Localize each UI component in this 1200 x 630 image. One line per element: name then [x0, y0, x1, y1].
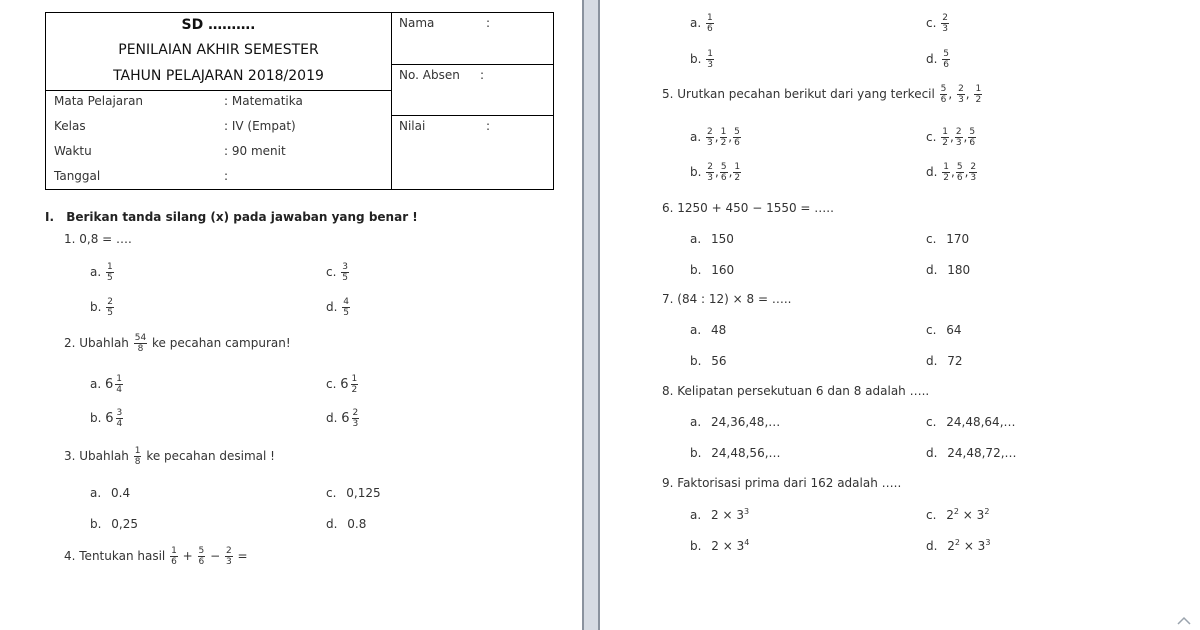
option[interactable]: a. 150 [690, 232, 734, 246]
option[interactable]: c. 170 [926, 232, 970, 246]
option[interactable]: a. $\frac{1}{5}$ [90, 262, 113, 283]
header-line [46, 90, 391, 91]
fraction: $\frac{2}{5}$ [107, 297, 113, 318]
option[interactable]: c. 6 $\frac{1}{2}$ [326, 374, 358, 395]
question-5: 5. Urutkan pecahan berikut dari yang terkecil $\frac{5}{6}$ , $\frac{2}{3}$ , $\frac{1}{2}$ [662, 84, 982, 105]
fraction: $\frac{54}{8}$ [134, 333, 147, 354]
fraction: $\frac{2}{3}$ [942, 13, 948, 34]
option[interactable]: b. 160 [690, 263, 735, 277]
mixed-number: 6 $\frac{3}{4}$ [105, 408, 123, 429]
exam-title: PENILAIAN AKHIR SEMESTER [118, 42, 319, 58]
fraction: $\frac{3}{5}$ [342, 262, 348, 283]
document-page-left [0, 0, 582, 630]
mixed-number: 6 $\frac{1}{2}$ [340, 374, 358, 395]
fraction: $\frac{2}{3}$ [225, 546, 232, 567]
fraction: $\frac{4}{5}$ [343, 297, 349, 318]
option[interactable]: a. 48 [690, 323, 727, 337]
option[interactable]: a. $\frac{1}{6}$ [690, 13, 713, 34]
page-divider [582, 0, 600, 630]
info-label: Mata Pelajaran [54, 94, 144, 108]
option[interactable]: d. 72 [926, 354, 963, 368]
header-vertical-line [391, 13, 392, 189]
question-4: 4. Tentukan hasil $\frac{1}{6}$ + $\frac{5}{6}$ − $\frac{2}{3}$ = [64, 546, 248, 567]
option[interactable]: d. $\frac{5}{6}$ [926, 49, 949, 70]
page-curl-arrow-icon[interactable] [1176, 616, 1192, 626]
fraction: $\frac{5}{6}$ [198, 546, 205, 567]
option[interactable]: c. 64 [926, 323, 962, 337]
question-1: 1. 0,8 = …. [64, 232, 132, 246]
fraction: $\frac{1}{6}$ [707, 13, 713, 34]
question-8: 8. Kelipatan persekutuan 6 dan 8 adalah ….. [662, 384, 930, 398]
option[interactable]: b. 24,48,56,… [690, 446, 781, 460]
fraction: $\frac{5}{6}$ [943, 49, 949, 70]
fraction: $\frac{1}{3}$ [707, 49, 713, 70]
info-label: Tanggal [54, 169, 101, 183]
section-title: Berikan tanda silang (x) pada jawaban yang benar ! [66, 210, 418, 224]
fraction: $\frac{1}{8}$ [134, 446, 141, 467]
info-value: : [224, 169, 229, 183]
option[interactable]: d. 24,48,72,… [926, 446, 1017, 460]
option[interactable]: b. $2 \times 3^4$ [690, 538, 750, 553]
field-colon: : [480, 68, 485, 82]
section-number: I. [45, 210, 55, 224]
option[interactable]: b. $\frac{2}{3}$ , $\frac{5}{6}$ , $\frac{1}{2}$ [690, 162, 741, 183]
option[interactable]: d. 0.8 [326, 517, 367, 531]
mixed-number: 6 $\frac{1}{4}$ [105, 374, 123, 395]
field-nama-label: Nama [399, 16, 435, 30]
question-2: 2. Ubahlah $\frac{54}{8}$ ke pecahan campuran! [64, 333, 291, 354]
option[interactable]: c. $\frac{2}{3}$ [926, 13, 948, 34]
option[interactable]: c. $2^2 \times 3^2$ [926, 507, 990, 522]
field-colon: : [486, 16, 491, 30]
option[interactable]: a. 0.4 [90, 486, 131, 500]
info-label: Waktu [54, 144, 92, 158]
school-year: TAHUN PELAJARAN 2018/2019 [113, 68, 324, 84]
field-colon: : [486, 119, 491, 133]
option[interactable]: a. $\frac{2}{3}$ , $\frac{1}{2}$ , $\frac{5}{6}$ [690, 127, 740, 148]
fraction: $\frac{2}{3}$ [958, 84, 964, 105]
option[interactable]: b. $\frac{2}{5}$ [90, 297, 113, 318]
header-line [391, 115, 554, 116]
field-nilai-label: Nilai [399, 119, 426, 133]
option[interactable]: c. $\frac{3}{5}$ [326, 262, 348, 283]
header-line [391, 64, 554, 65]
fraction: $\frac{5}{6}$ [940, 84, 947, 105]
option[interactable]: d. $\frac{4}{5}$ [326, 297, 349, 318]
option[interactable]: c. $\frac{1}{2}$ , $\frac{2}{3}$ , $\frac{5}{6}$ [926, 127, 976, 148]
question-9: 9. Faktorisasi prima dari 162 adalah ….. [662, 476, 902, 490]
option[interactable]: d. $\frac{1}{2}$ , $\frac{5}{6}$ , $\frac{2}{3}$ [926, 162, 977, 183]
option[interactable]: d. $2^2 \times 3^3$ [926, 538, 991, 553]
info-value: : 90 menit [224, 144, 286, 158]
fraction: $\frac{1}{6}$ [171, 546, 177, 567]
option[interactable]: d. 180 [926, 263, 971, 277]
option[interactable]: a. 24,36,48,… [690, 415, 781, 429]
section-heading [45, 210, 418, 224]
question-7: 7. (84 : 12) × 8 = ….. [662, 292, 792, 306]
option[interactable]: b. 6 $\frac{3}{4}$ [90, 408, 123, 429]
header-table [45, 12, 554, 190]
info-value: : Matematika [224, 94, 303, 108]
option[interactable]: a. 6 $\frac{1}{4}$ [90, 374, 123, 395]
question-3: 3. Ubahlah $\frac{1}{8}$ ke pecahan desimal ! [64, 446, 275, 467]
option[interactable]: c. 0,125 [326, 486, 381, 500]
page-edge [582, 0, 584, 630]
option[interactable]: d. 6 $\frac{2}{3}$ [326, 408, 359, 429]
option[interactable]: b. $\frac{1}{3}$ [690, 49, 713, 70]
question-6: 6. 1250 + 450 − 1550 = ….. [662, 201, 834, 215]
school-name: SD ………. [181, 17, 256, 33]
info-label: Kelas [54, 119, 86, 133]
option[interactable]: b. 56 [690, 354, 727, 368]
field-absen-label: No. Absen [399, 68, 460, 82]
option[interactable]: a. $2 \times 3^3$ [690, 507, 750, 522]
fraction: $\frac{1}{2}$ [975, 84, 982, 105]
option[interactable]: b. 0,25 [90, 517, 138, 531]
document-page-right [600, 0, 1200, 630]
fraction: $\frac{1}{5}$ [107, 262, 113, 283]
option[interactable]: c. 24,48,64,… [926, 415, 1016, 429]
mixed-number: 6 $\frac{2}{3}$ [341, 408, 359, 429]
info-value: : IV (Empat) [224, 119, 296, 133]
